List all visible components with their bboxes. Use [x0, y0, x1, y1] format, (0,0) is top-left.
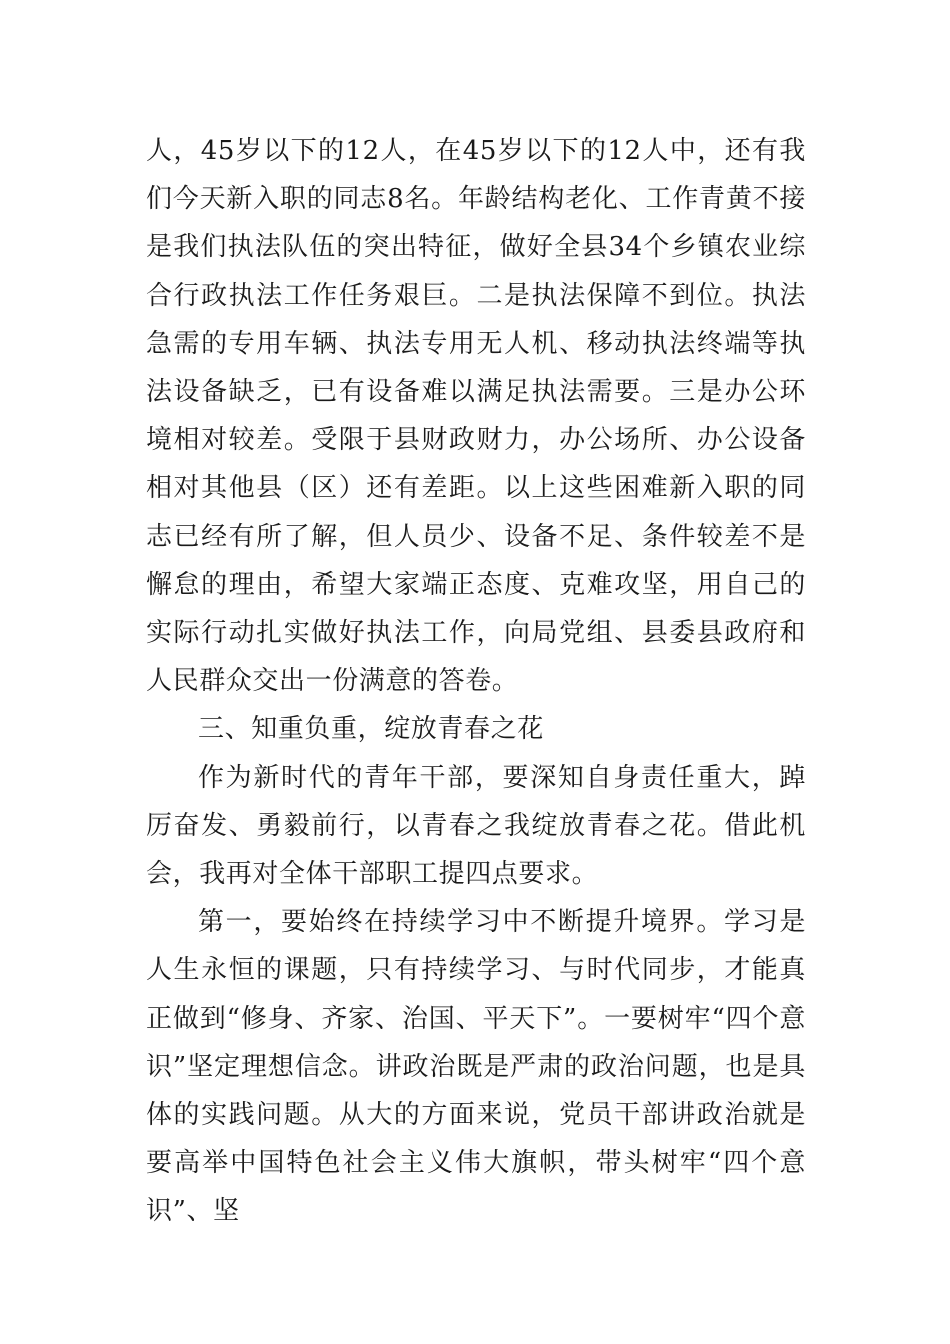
section-heading: 三、知重负重，绽放青春之花: [198, 714, 544, 745]
paragraph-continuation: 人，45岁以下的12人，在45岁以下的12人中，还有我们今天新入职的同志8名。年龄结构老化、工作青黄不接是我们执法队伍的突出特征，做好全县34个乡镇农业综合行政执法工作任务艰巨。二是执法保障不到位。执法急需的专用车辆、执法专用无人机、移动执法终端等执法设备缺乏，已有设备难以满足执法需要。三是办公环境相对较差。受限于县财政财力，办公场所、办公设备相对其他县（区）还有差距。以上这些困难新入职的同志已经有所了解，但人员少、设备不足、条件较差不是懈怠的理由，希望大家端正态度、克难攻坚，用自己的实际行动扎实做好执法工作，向局党组、县委县政府和人民群众交出一份满意的答卷。: [146, 136, 806, 697]
document-body: [146, 127, 806, 1236]
paragraph-body: 第一，要始终在持续学习中不断提升境界。学习是人生永恒的课题，只有持续学习、与时代同步，才能真正做到“修身、齐家、治国、平天下”。一要树牢“四个意识”坚定理想信念。讲政治既是严肃的政治问题，也是具体的实践问题。从大的方面来说，党员干部讲政治就是要高举中国特色社会主义伟大旗帜，带头树牢“四个意识”、坚: [146, 907, 806, 1227]
paragraph-body: 作为新时代的青年干部，要深知自身责任重大，踔厉奋发、勇毅前行，以青春之我绽放青春之花。借此机会，我再对全体干部职工提四点要求。: [146, 762, 806, 890]
